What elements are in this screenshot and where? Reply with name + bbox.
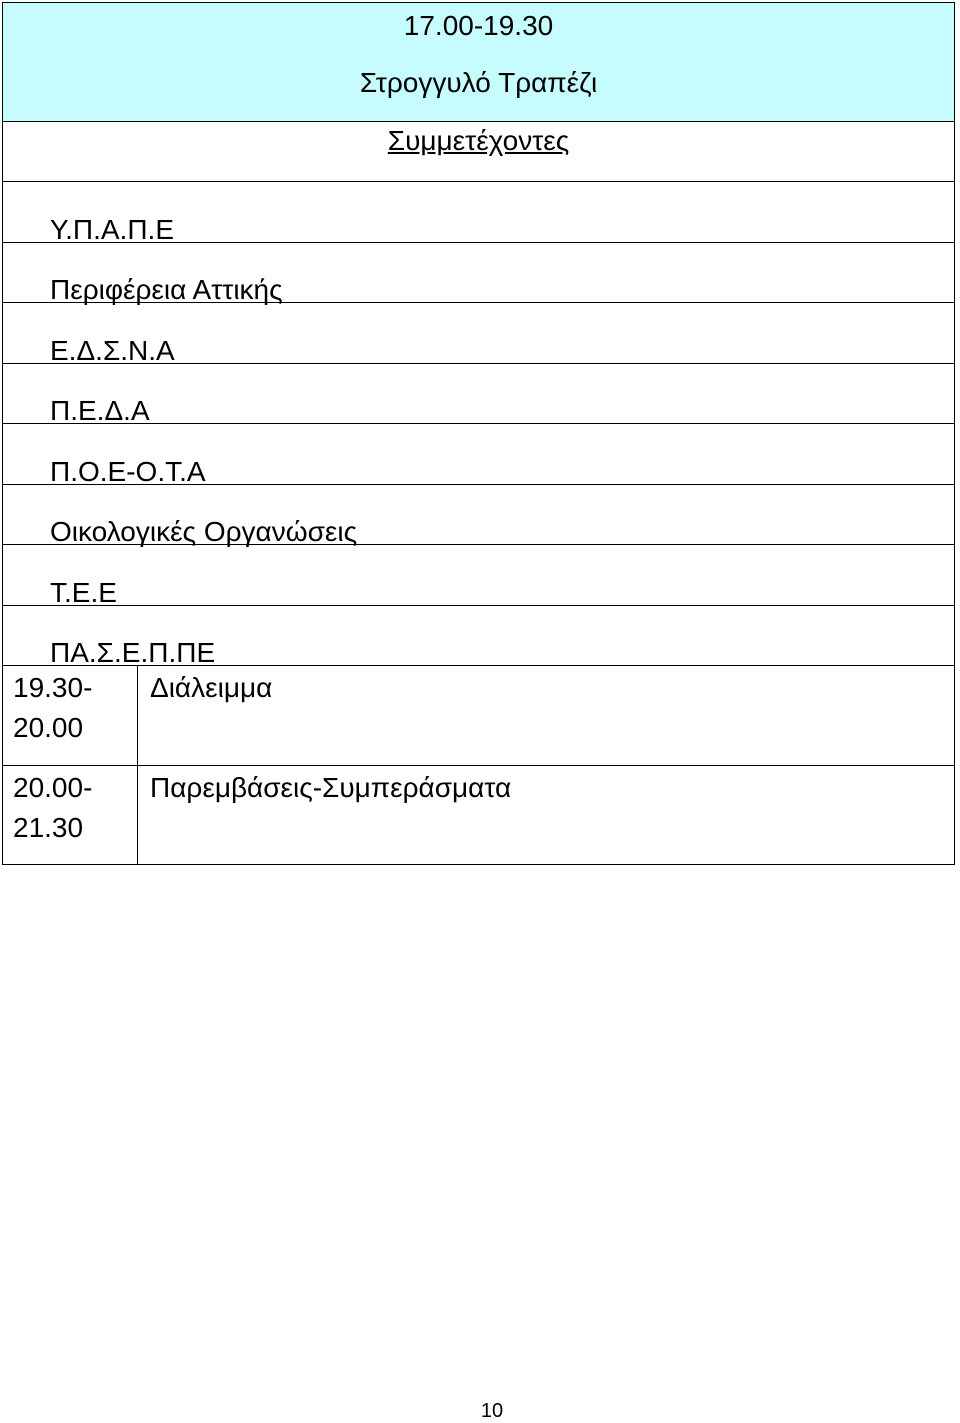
participant-row bbox=[2, 243, 955, 304]
session-time: 17.00-19.30 bbox=[403, 10, 554, 41]
session-header bbox=[2, 2, 955, 122]
participant-ecological-organizations: Οικολογικές Οργανώσεις bbox=[50, 516, 358, 547]
schedule-time-cell bbox=[3, 666, 138, 765]
schedule-time-start: 20.00- bbox=[13, 772, 93, 803]
participant-ypape: Υ.Π.Α.Π.Ε bbox=[50, 213, 175, 245]
participant-row bbox=[2, 182, 955, 243]
participant-poe-ota: Π.Ο.Ε-Ο.Τ.Α bbox=[50, 455, 206, 487]
participant-edsna: Ε.Δ.Σ.Ν.Α bbox=[50, 334, 175, 366]
participant-peda: Π.Ε.Δ.Α bbox=[50, 395, 150, 426]
participant-row bbox=[2, 303, 955, 364]
schedule-row-break bbox=[2, 666, 955, 766]
schedule-row-conclusions bbox=[2, 766, 955, 865]
schedule-description: Διάλειμμα bbox=[150, 672, 273, 703]
schedule-time-end: 20.00 bbox=[13, 712, 84, 743]
participants-heading-row bbox=[2, 122, 955, 182]
participant-row bbox=[2, 606, 955, 667]
schedule-time-start: 19.30- bbox=[13, 672, 93, 703]
participant-row bbox=[2, 485, 955, 546]
participant-pasepe: ΠΑ.Σ.Ε.Π.ΠΕ bbox=[50, 637, 216, 668]
page-number: 10 bbox=[480, 1400, 504, 1422]
schedule-time-end: 21.30 bbox=[13, 812, 84, 843]
schedule-description: Παρεμβάσεις-Συμπεράσματα bbox=[150, 772, 512, 803]
participant-attica-region: Περιφέρεια Αττικής bbox=[50, 274, 283, 305]
participants-heading: Συμμετέχοντες bbox=[387, 125, 570, 156]
participant-row bbox=[2, 424, 955, 485]
program-table bbox=[2, 2, 955, 865]
session-title: Στρογγυλό Τραπέζι bbox=[359, 67, 598, 98]
participant-row bbox=[2, 364, 955, 425]
participant-row bbox=[2, 545, 955, 606]
participant-tee: Τ.Ε.Ε bbox=[50, 576, 117, 608]
schedule-time-cell bbox=[3, 766, 138, 864]
